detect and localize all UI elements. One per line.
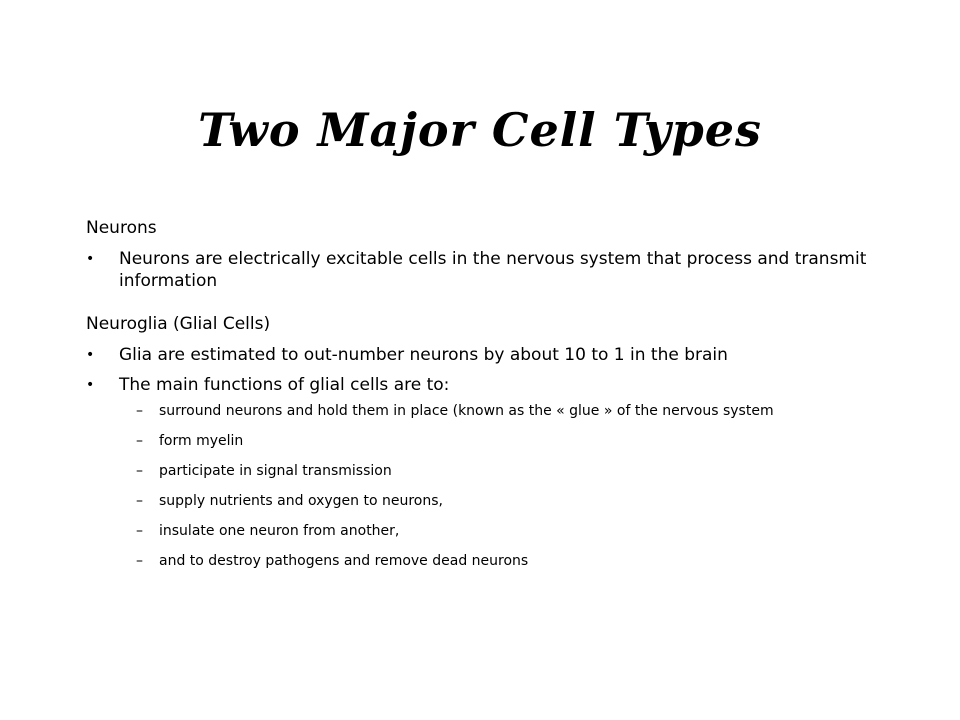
dash-icon: – <box>136 403 143 419</box>
bullet-text: Neurons are electrically excitable cells in the nervous system that process and transmit information <box>119 249 867 291</box>
sub-item-text: surround neurons and hold them in place (known as the « glue » of the nervous system <box>159 403 774 419</box>
section-heading-neuroglia: Neuroglia (Glial Cells) <box>86 314 271 334</box>
dash-icon: – <box>136 433 143 449</box>
bullet-text: The main functions of glial cells are to: <box>119 375 450 395</box>
sub-item <box>119 462 876 480</box>
glial-functions-list <box>119 402 876 570</box>
sub-item <box>119 522 876 540</box>
slide-content <box>86 216 876 582</box>
sub-item-text: form myelin <box>159 433 244 449</box>
bullet-text: Glia are estimated to out-number neurons by about 10 to 1 in the brain <box>119 345 728 365</box>
bullet-dot-icon: • <box>86 251 95 267</box>
neurons-bullet-list <box>86 248 876 292</box>
bullet-item <box>86 374 876 570</box>
dash-icon: – <box>136 463 143 479</box>
section-heading-neurons: Neurons <box>86 218 157 238</box>
dash-icon: – <box>136 553 143 569</box>
bullet-item <box>86 344 876 366</box>
sub-item <box>119 402 876 420</box>
sub-item <box>119 552 876 570</box>
bullet-item <box>86 248 876 292</box>
neuroglia-bullet-list <box>86 344 876 570</box>
sub-item-text: insulate one neuron from another, <box>159 523 400 539</box>
sub-item <box>119 492 876 510</box>
slide-title: Two Major Cell Types <box>198 103 762 157</box>
bullet-dot-icon: • <box>86 347 95 363</box>
sub-item-text: and to destroy pathogens and remove dead neurons <box>159 553 529 569</box>
bullet-dot-icon: • <box>86 377 95 393</box>
sub-item <box>119 432 876 450</box>
sub-item-text: supply nutrients and oxygen to neurons, <box>159 493 443 509</box>
sub-item-text: participate in signal transmission <box>159 463 392 479</box>
dash-icon: – <box>136 523 143 539</box>
dash-icon: – <box>136 493 143 509</box>
